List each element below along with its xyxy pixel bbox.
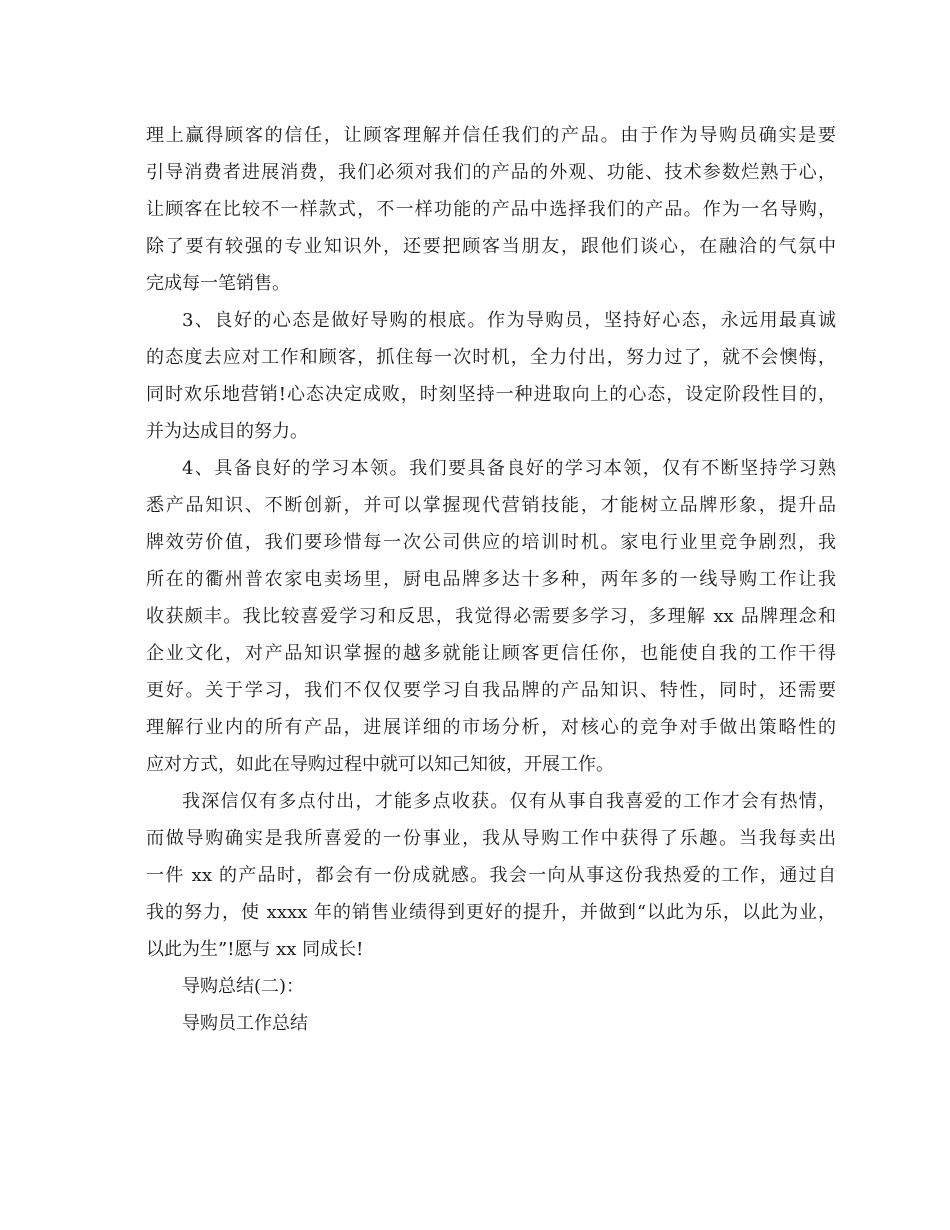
section-subheading-text: 导购员工作总结	[182, 1013, 308, 1034]
paragraph-1	[146, 117, 836, 302]
text-line: 而做导购确实是我所喜爱的一份事业，我从导购工作中获得了乐趣。当我每卖出	[146, 828, 836, 849]
text-line: 应对方式，如此在导购过程中就可以知己知彼，开展工作。	[146, 754, 614, 775]
text-line: 完成每一笔销售。	[146, 273, 290, 294]
text-line: 一件 xx 的产品时，都会有一份成就感。我会一向从事这份我热爱的工作，通过自	[146, 865, 836, 886]
text-line: 的态度去应对工作和顾客，抓住每一次时机，全力付出，努力过了，就不会懊悔，	[146, 347, 836, 368]
text-line: 理解行业内的所有产品，进展详细的市场分析，对核心的竞争对手做出策略性的	[146, 717, 836, 738]
text-line: 更好。关于学习，我们不仅仅要学习自我品牌的产品知识、特性，同时，还需要	[146, 680, 836, 701]
text-line: 理上赢得顾客的信任，让顾客理解并信任我们的产品。由于作为导购员确实是要	[146, 125, 836, 146]
text-line: 3、良好的心态是做好导购的根底。作为导购员，坚持好心态，永远用最真诚	[182, 310, 836, 331]
text-line: 以此为生”!愿与 xx 同成长!	[146, 939, 364, 960]
text-line: 让顾客在比较不一样款式，不一样功能的产品中选择我们的产品。作为一名导购，	[146, 199, 836, 220]
paragraph-3	[146, 450, 836, 783]
text-line: 我深信仅有多点付出，才能多点收获。仅有从事自我喜爱的工作才会有热情，	[182, 791, 836, 812]
text-line: 悉产品知识、不断创新，并可以掌握现代营销技能，才能树立品牌形象，提升品	[146, 495, 836, 516]
text-line: 除了要有较强的专业知识外，还要把顾客当朋友，跟他们谈心，在融洽的气氛中	[146, 236, 836, 257]
text-line: 所在的衢州普农家电卖场里，厨电品牌多达十多种，两年多的一线导购工作让我	[146, 569, 836, 590]
text-line: 并为达成目的努力。	[146, 421, 308, 442]
text-line: 同时欢乐地营销!心态决定成败，时刻坚持一种进取向上的心态，设定阶段性目的，	[146, 384, 836, 405]
text-line: 引导消费者进展消费，我们必须对我们的产品的外观、功能、技术参数烂熟于心，	[146, 162, 836, 183]
text-line: 我的努力，使 xxxx 年的销售业绩得到更好的提升，并做到“以此为乐，以此为业，	[146, 902, 836, 923]
text-line: 4、具备良好的学习本领。我们要具备良好的学习本领，仅有不断坚持学习熟	[182, 458, 836, 479]
text-line: 收获颇丰。我比较喜爱学习和反思，我觉得必需要多学习，多理解 xx 品牌理念和	[146, 606, 836, 627]
section-subheading	[146, 1005, 836, 1042]
text-line: 企业文化，对产品知识掌握的越多就能让顾客更信任你，也能使自我的工作干得	[146, 643, 836, 664]
paragraph-4	[146, 783, 836, 968]
section-heading	[146, 968, 836, 1005]
section-heading-text: 导购总结(二)：	[182, 976, 305, 997]
paragraph-2	[146, 302, 836, 450]
document-body	[146, 117, 836, 1042]
text-line: 牌效劳价值，我们要珍惜每一次公司供应的培训时机。家电行业里竞争剧烈，我	[146, 532, 836, 553]
